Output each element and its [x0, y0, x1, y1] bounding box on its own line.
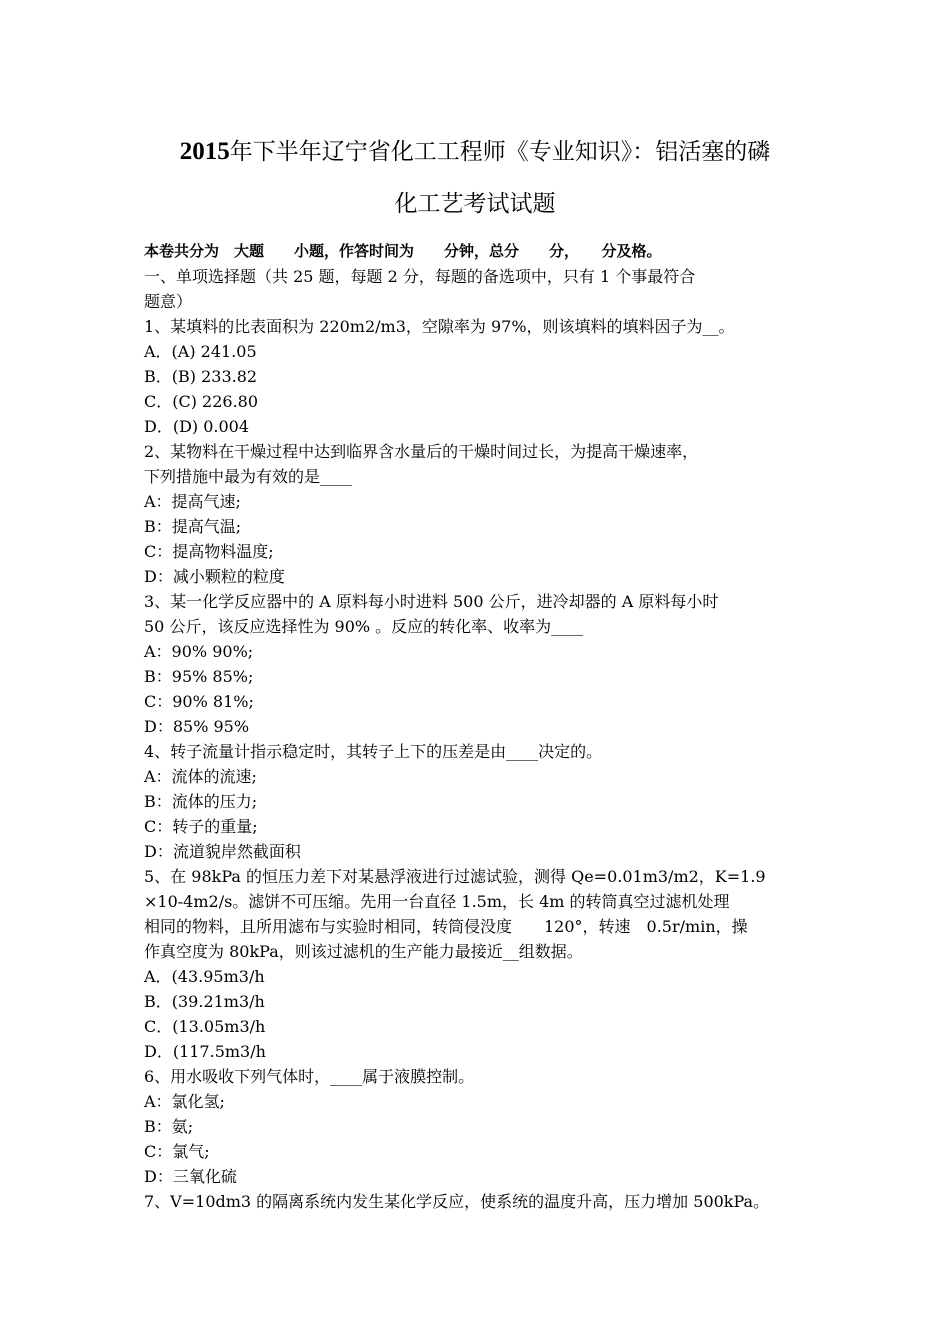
question-text: 1、某填料的比表面积为 220m2/m3，空隙率为 97%，则该填料的填料因子为__。 [144, 317, 735, 336]
answer-option: D：流道貌岸然截面积 [144, 842, 301, 861]
answer-option: A：90% 90%; [144, 642, 254, 661]
question-text: 下列措施中最为有效的是____ [144, 467, 353, 486]
answer-option: A：氯化氢; [144, 1092, 225, 1111]
answer-option: C：氯气; [144, 1142, 210, 1161]
section-heading: 题意） [144, 292, 193, 311]
document-title-line-1 [100, 137, 850, 167]
answer-option: D：三氧化硫 [144, 1167, 237, 1186]
answer-option: B：95% 85%; [144, 667, 254, 686]
answer-option: B：提高气温; [144, 517, 242, 536]
question-text: 2、某物料在干燥过程中达到临界含水量后的干燥时间过长，为提高干燥速率， [144, 442, 699, 461]
exam-info: 本卷共分为 大题 小题，作答时间为 分钟，总分 分， 分及格。 [144, 242, 662, 260]
document-title-line-2: 化工艺考试试题 [394, 191, 556, 217]
answer-option: C：90% 81%; [144, 692, 254, 711]
answer-option: B．(B) 233.82 [144, 367, 258, 386]
question-text: 作真空度为 80kPa，则该过滤机的生产能力最接近__组数据。 [144, 942, 583, 961]
answer-option: D：减小颗粒的粒度 [144, 567, 285, 586]
exam-body [144, 239, 834, 1214]
answer-option: A．(43.95m3/h [144, 967, 265, 986]
question-text: 相同的物料，且所用滤布与实验时相同，转筒侵没度 120°，转速 0.5r/min，操 [144, 917, 748, 936]
title-year: 2015 [179, 138, 230, 165]
answer-option: D：85% 95% [144, 717, 250, 736]
answer-option: A．(A) 241.05 [144, 342, 257, 361]
section-heading: 一、单项选择题（共 25 题，每题 2 分，每题的备选项中，只有 1 个事最符合 [144, 267, 696, 286]
answer-option: C：提高物料温度; [144, 542, 274, 561]
answer-option: C．(13.05m3/h [144, 1017, 266, 1036]
answer-option: B．(39.21m3/h [144, 992, 265, 1011]
title-text: 年下半年辽宁省化工工程师《专业知识》：铝活塞的磷 [229, 139, 771, 165]
answer-option: C：转子的重量; [144, 817, 258, 836]
question-text: 50 公斤，该反应选择性为 90% 。反应的转化率、收率为____ [144, 617, 584, 636]
answer-option: B：流体的压力; [144, 792, 258, 811]
answer-option: A：提高气速; [144, 492, 241, 511]
answer-option: B：氨; [144, 1117, 194, 1136]
answer-option: C．(C) 226.80 [144, 392, 259, 411]
question-text: 3、某一化学反应器中的 A 原料每小时进料 500 公斤，进冷却器的 A 原料每小时 [144, 592, 719, 611]
question-text: 5、在 98kPa 的恒压力差下对某悬浮液进行过滤试验，测得 Qe=0.01m3/m2，K=1.9 [144, 867, 766, 886]
question-text: 7、V=10dm3 的隔离系统内发生某化学反应，使系统的温度升高，压力增加 500kPa。 [144, 1192, 770, 1211]
question-text: 6、用水吸收下列气体时，____属于液膜控制。 [144, 1067, 475, 1086]
answer-option: D．(117.5m3/h [144, 1042, 266, 1061]
answer-option: A：流体的流速; [144, 767, 257, 786]
question-text: 4、转子流量计指示稳定时，其转子上下的压差是由____决定的。 [144, 742, 603, 761]
answer-option: D．(D) 0.004 [144, 417, 250, 436]
question-text: ×10-4m2/s。滤饼不可压缩。先用一台直径 1.5m，长 4m 的转筒真空过滤机处理 [144, 892, 730, 911]
